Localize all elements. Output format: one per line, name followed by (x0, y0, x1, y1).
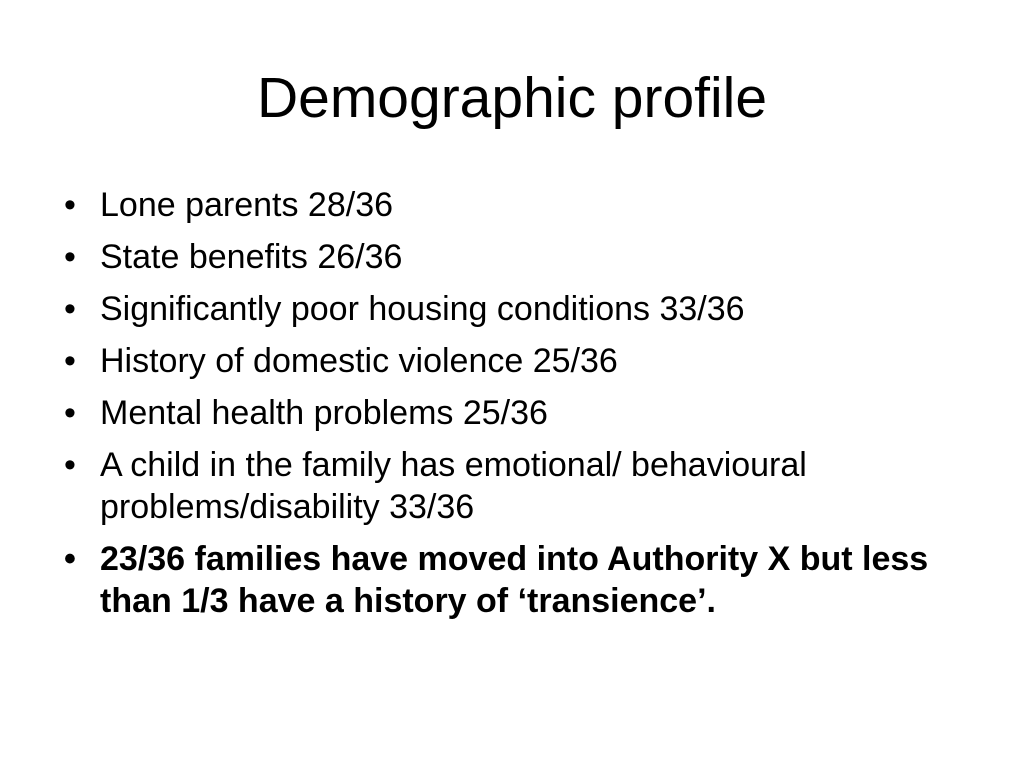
bullet-text: State benefits 26/36 (100, 238, 403, 276)
slide-title: Demographic profile (256, 66, 768, 130)
list-item-emphasis (60, 538, 960, 622)
bullet-icon: • (64, 394, 76, 432)
list-item (60, 340, 960, 382)
list-item (60, 288, 960, 330)
bullet-icon: • (64, 238, 76, 276)
bullet-icon: • (64, 446, 76, 484)
bullet-text: Mental health problems 25/36 (100, 394, 548, 432)
bullet-text: Lone parents 28/36 (100, 186, 394, 224)
bullet-icon: • (64, 186, 76, 224)
list-item (60, 392, 960, 434)
bullet-text: A child in the family has emotional/ behavioural problems/disability 33/36 (100, 446, 807, 526)
bullet-icon: • (64, 342, 76, 380)
bullet-text: 23/36 families have moved into Authority X but less than 1/3 have a history of ‘transience’. (100, 540, 929, 620)
bullet-icon: • (64, 290, 76, 328)
bullet-list (60, 184, 960, 632)
bullet-icon: • (64, 540, 76, 578)
bullet-text: Significantly poor housing conditions 33/36 (100, 290, 745, 328)
list-item (60, 444, 960, 528)
list-item (60, 184, 960, 226)
bullet-text: History of domestic violence 25/36 (100, 342, 618, 380)
list-item (60, 236, 960, 278)
